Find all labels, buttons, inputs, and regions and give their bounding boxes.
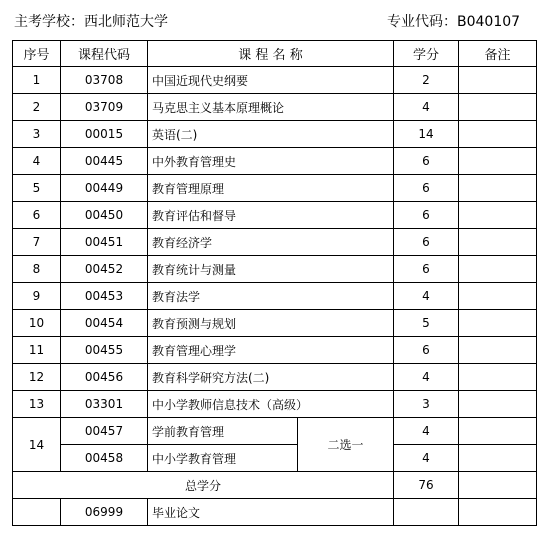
- total-row: [13, 472, 537, 499]
- course-code: 00445: [61, 148, 148, 175]
- course-note: [459, 94, 537, 121]
- course-note: [459, 310, 537, 337]
- table-row: [13, 283, 537, 310]
- total-credit: 76: [394, 472, 459, 499]
- course-note: [459, 148, 537, 175]
- course-name: 毕业论文: [148, 499, 394, 526]
- course-code: 00015: [61, 121, 148, 148]
- course-note: [459, 229, 537, 256]
- course-code: 03708: [61, 67, 148, 94]
- course-table: [12, 40, 537, 526]
- course-credit: 2: [394, 67, 459, 94]
- course-note: [459, 256, 537, 283]
- table-row: [13, 418, 537, 445]
- table-row: [13, 337, 537, 364]
- course-name: 教育经济学: [148, 229, 394, 256]
- course-code: 00455: [61, 337, 148, 364]
- course-name: 中国近现代史纲要: [148, 67, 394, 94]
- table-row: [13, 256, 537, 283]
- row-index: [13, 499, 61, 526]
- course-name: 英语(二): [148, 121, 394, 148]
- column-header-note: 备注: [459, 41, 537, 67]
- table-row: [13, 364, 537, 391]
- row-index: 8: [13, 256, 61, 283]
- course-code: 00454: [61, 310, 148, 337]
- course-credit: 4: [394, 445, 459, 472]
- course-code: 00452: [61, 256, 148, 283]
- course-credit: 6: [394, 202, 459, 229]
- table-row: [13, 202, 537, 229]
- course-name: 教育管理心理学: [148, 337, 394, 364]
- course-name: 教育科学研究方法(二): [148, 364, 394, 391]
- row-index: 12: [13, 364, 61, 391]
- row-index: 1: [13, 67, 61, 94]
- table-row: [13, 94, 537, 121]
- table-row: [13, 121, 537, 148]
- course-credit: 4: [394, 418, 459, 445]
- elective-choice: 二选一: [298, 418, 394, 472]
- course-name: 教育管理原理: [148, 175, 394, 202]
- school-label: 主考学校：西北师范大学: [14, 14, 168, 30]
- course-note: [459, 364, 537, 391]
- table-row: [13, 310, 537, 337]
- table-row: [13, 67, 537, 94]
- course-credit: 3: [394, 391, 459, 418]
- row-index: 4: [13, 148, 61, 175]
- thesis-row: [13, 499, 537, 526]
- course-note: [459, 175, 537, 202]
- course-note: [459, 445, 537, 472]
- course-credit: 4: [394, 283, 459, 310]
- course-note: [459, 499, 537, 526]
- table-row: [13, 148, 537, 175]
- major-code-label: 专业代码：B040107: [387, 14, 521, 30]
- table-row: [13, 445, 537, 472]
- document-header: [0, 0, 545, 40]
- course-credit: 4: [394, 94, 459, 121]
- row-index: 6: [13, 202, 61, 229]
- row-index: 2: [13, 94, 61, 121]
- course-name: 马克思主义基本原理概论: [148, 94, 394, 121]
- course-note: [459, 202, 537, 229]
- course-name: 中小学教育管理: [148, 445, 298, 472]
- row-index: 7: [13, 229, 61, 256]
- table-row: [13, 391, 537, 418]
- course-credit: 14: [394, 121, 459, 148]
- course-code: 00453: [61, 283, 148, 310]
- course-code: 00457: [61, 418, 148, 445]
- course-code: 00451: [61, 229, 148, 256]
- row-index: 5: [13, 175, 61, 202]
- course-credit: 6: [394, 229, 459, 256]
- row-index: 11: [13, 337, 61, 364]
- course-code: 03709: [61, 94, 148, 121]
- course-note: [459, 283, 537, 310]
- row-index: 13: [13, 391, 61, 418]
- row-index: 14: [13, 418, 61, 472]
- course-note: [459, 418, 537, 445]
- course-code: 00458: [61, 445, 148, 472]
- course-credit: 4: [394, 364, 459, 391]
- total-label: 总学分: [13, 472, 394, 499]
- course-credit: 5: [394, 310, 459, 337]
- course-name: 教育预测与规划: [148, 310, 394, 337]
- course-name: 中小学教师信息技术（高级）: [148, 391, 394, 418]
- course-name: 教育法学: [148, 283, 394, 310]
- course-credit: 6: [394, 256, 459, 283]
- course-credit: [394, 499, 459, 526]
- course-note: [459, 121, 537, 148]
- course-code: 00450: [61, 202, 148, 229]
- table-row: [13, 175, 537, 202]
- column-header-name: 课 程 名 称: [148, 41, 394, 67]
- row-index: 10: [13, 310, 61, 337]
- total-note: [459, 472, 537, 499]
- course-code: 06999: [61, 499, 148, 526]
- column-header-credit: 学分: [394, 41, 459, 67]
- column-header-code: 课程代码: [61, 41, 148, 67]
- table-row: [13, 229, 537, 256]
- row-index: 3: [13, 121, 61, 148]
- course-code: 00449: [61, 175, 148, 202]
- course-credit: 6: [394, 175, 459, 202]
- column-header-index: 序号: [13, 41, 61, 67]
- course-code: 00456: [61, 364, 148, 391]
- course-name: 学前教育管理: [148, 418, 298, 445]
- course-note: [459, 67, 537, 94]
- course-note: [459, 391, 537, 418]
- table-header-row: [13, 41, 537, 67]
- course-name: 教育统计与测量: [148, 256, 394, 283]
- course-credit: 6: [394, 148, 459, 175]
- course-code: 03301: [61, 391, 148, 418]
- row-index: 9: [13, 283, 61, 310]
- course-name: 教育评估和督导: [148, 202, 394, 229]
- course-note: [459, 337, 537, 364]
- course-credit: 6: [394, 337, 459, 364]
- course-name: 中外教育管理史: [148, 148, 394, 175]
